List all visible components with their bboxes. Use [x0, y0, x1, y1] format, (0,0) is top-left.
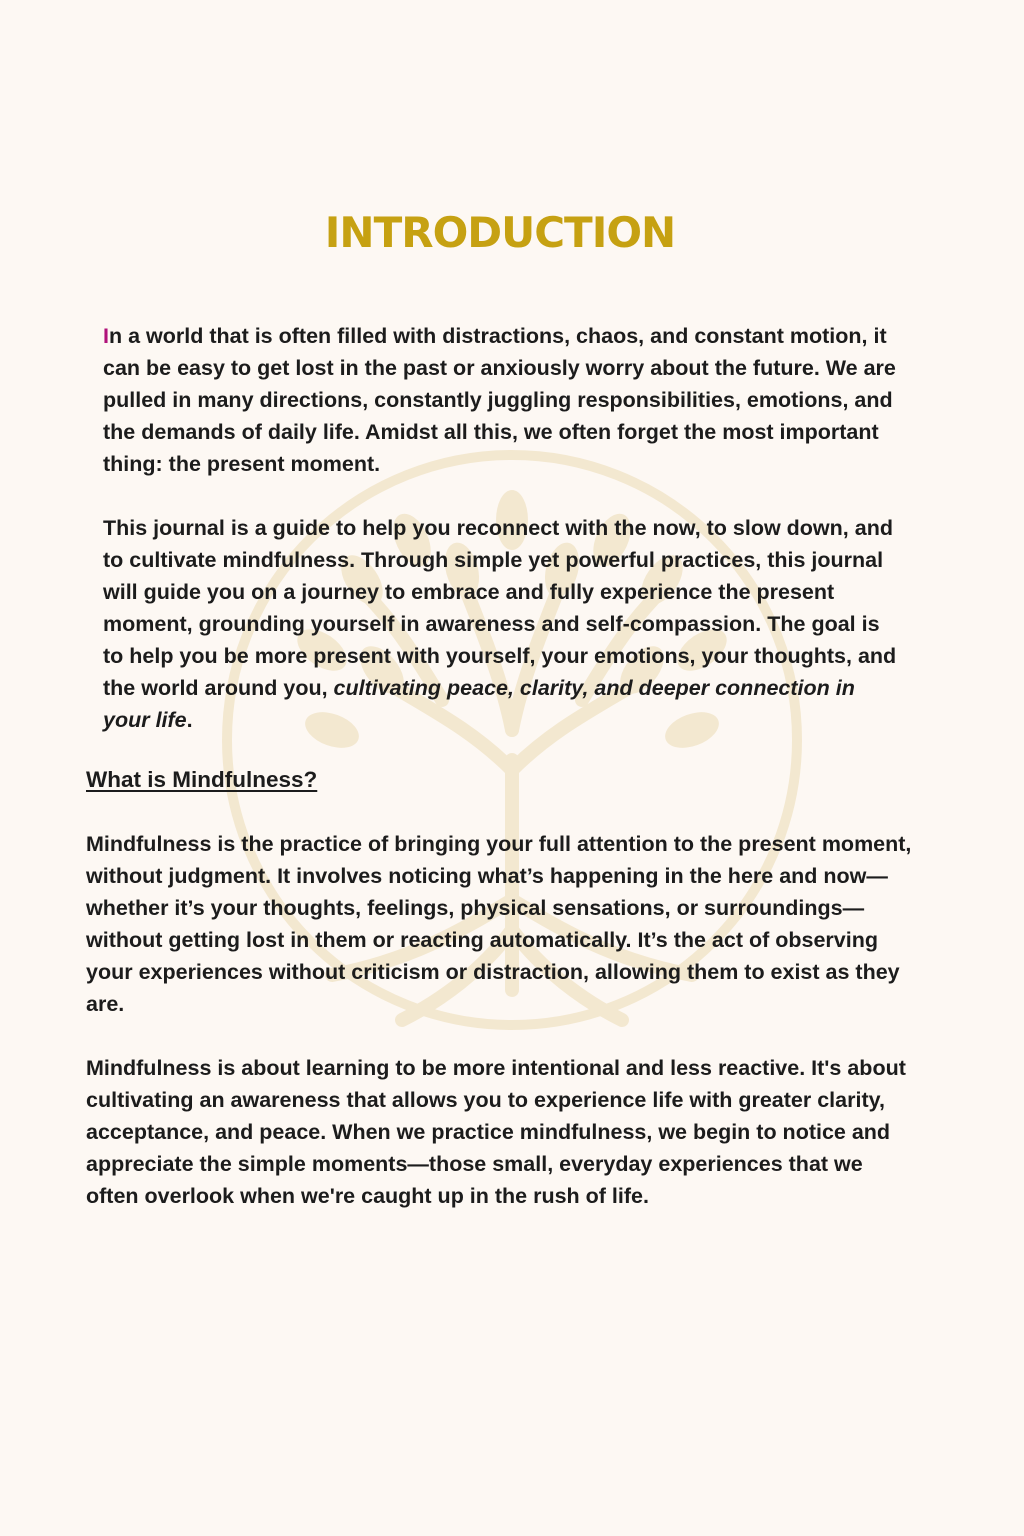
section-paragraph-2: Mindfulness is about learning to be more intentional and less reactive. It's about cultivating an awareness that allows you to experience life with greater clarity, acceptance, and peace. When we practice mindfulness, we begin to notice and appreciate the simple moments—those small, everyday experiences that we often overlook when we're caught up in the rush of life.	[86, 1056, 906, 1208]
intro-paragraph-2-end: .	[186, 708, 193, 732]
section-heading: What is Mindfulness?	[86, 767, 318, 792]
intro-paragraph-2	[103, 512, 903, 736]
intro-paragraph-2-emphasis: cultivating peace, clarity, and deeper connection in your life	[103, 676, 855, 732]
page-title: INTRODUCTION	[324, 208, 676, 257]
intro-paragraph-2-text: This journal is a guide to help you reconnect with the now, to slow down, and to cultivate mindfulness. Through simple yet powerful practices, this journal will guide you on a journey to embrace and fully experience the present moment, grounding yourself in awareness and self-compassion. The goal is to help you be more present with yourself, your emotions, your thoughts, and the world around you,	[103, 516, 897, 700]
section-paragraph-1: Mindfulness is the practice of bringing your full attention to the present moment, without judgment. It involves noticing what’s happening in the here and now—whether it’s your thoughts, feelings, physical sensations, or surroundings—without getting lost in them or reacting automatically. It’s the act of observing your experiences without criticism or distraction, allowing them to exist as they are.	[86, 832, 912, 1016]
intro-paragraph-1	[103, 320, 903, 480]
drop-cap-letter: I	[103, 324, 109, 348]
intro-paragraph-1-text: n a world that is often filled with distractions, chaos, and constant motion, it can be easy to get lost in the past or anxiously worry about the future. We are pulled in many directions, constantly juggling responsibilities, emotions, and the demands of daily life. Amidst all this, we often forget the most important thing: the present moment.	[103, 324, 896, 476]
